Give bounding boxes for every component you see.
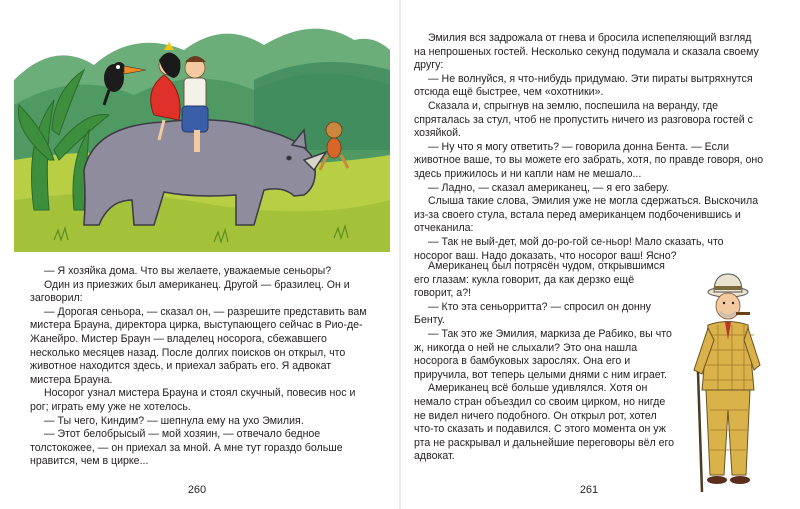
paragraph: Один из приезжих был американец. Другой — бразилец. Он и заговорил: <box>30 278 350 305</box>
right-page-text-top <box>414 32 764 263</box>
paragraph: — Так не вый-дет, мой до-ро-гой се-ньор! Мало сказать, что носорог ваш. Надо доказать, что носорог ваш! Ясно? <box>414 235 724 262</box>
paragraph: — Ладно, — сказал американец, — я его заберу. <box>428 181 669 194</box>
rhinoceros-with-children-illustration <box>14 10 390 252</box>
left-page-text <box>30 265 370 469</box>
paragraph: — Кто эта сеньорритта? — спросил он донну Бенту. <box>414 300 651 327</box>
paragraph: — Этот белобрысый — мой хозяин, — отвечало бедное толстокожее, — он приехал за мной. А мне тут гораздо больше нравится, чем в цирке... <box>30 428 343 468</box>
paragraph: Эмилия вся задрожала от гнева и бросила испепеляющий взгляд на непрошеных гостей. Несколько секунд подумала и сказала своему другу: <box>414 32 759 72</box>
paragraph: Сказала и, спрыгнув на землю, поспешила на веранду, где спряталась за стул, чтоб не пропустить ничего из разговора гостей с хозяйкой. <box>414 99 753 140</box>
paragraph: — Ну что я могу ответить? — говорила донна Бента. — Если животное ваше, то вы можете его забрать, хотя, по правде говоря, оно здесь прижилось и ни капли нам не мешало... <box>414 140 764 180</box>
paragraph: — Ты чего, Киндим? — шепнула ему на ухо Эмилия. <box>44 414 304 427</box>
paragraph: Американец всё больше удивлялся. Хотя он немало стран объездил со своим цирком, но нигде не видел ничего подобного. Он открыл рот, хотел что-то сказать и подавился. С этого момента он уж рта не раскрывал и дальнейшие переговоры вёл его адвокат. <box>414 382 675 463</box>
paragraph: Американец был потрясён чудом, открывшимся его глазам: кукла говорит, да как дерзко ещё говорит, а?! <box>414 260 665 300</box>
paragraph: — Так это же Эмилия, маркиза де Рабико, вы что ж, никогда о ней не слыхали? Это она нашла носорога в бамбуковых зарослях. Она его и приручила, вот теперь целыми днями с ним играет. <box>414 327 672 381</box>
american-gentleman-illustration <box>680 270 780 500</box>
paragraph: Слыша такие слова, Эмилия уже не могла сдержаться. Выскочила из-за своего стула, встала перед американцем подбоченившись и отчеканила: <box>414 195 759 235</box>
paragraph: — Не волнуйся, я что-нибудь придумаю. Эти пираты вытряхнутся отсюда ещё быстрее, чем «охотники». <box>414 72 753 99</box>
page-number-right: 261 <box>579 484 599 496</box>
right-page-text-narrow <box>414 260 676 464</box>
page-number-left: 260 <box>187 484 207 496</box>
paragraph: — Я хозяйка дома. Что вы желаете, уважаемые сеньоры? <box>44 265 332 277</box>
paragraph: Носорог узнал мистера Брауна и стоял скучный, повесив нос и рог; играть ему уже не хотелось. <box>30 387 356 413</box>
paragraph: — Дорогая сеньора, — сказал он, — разрешите представить вам мистера Брауна, директора цирка, выступающего сейчас в Рио-де-Жанейро. Мистер Браун — владелец носорога, сбежавшего несколько месяцев назад. После долгих поисков он открыл, что животное находится здесь, и приехал забрать его. Я адвокат мистера Брауна. <box>30 305 367 386</box>
